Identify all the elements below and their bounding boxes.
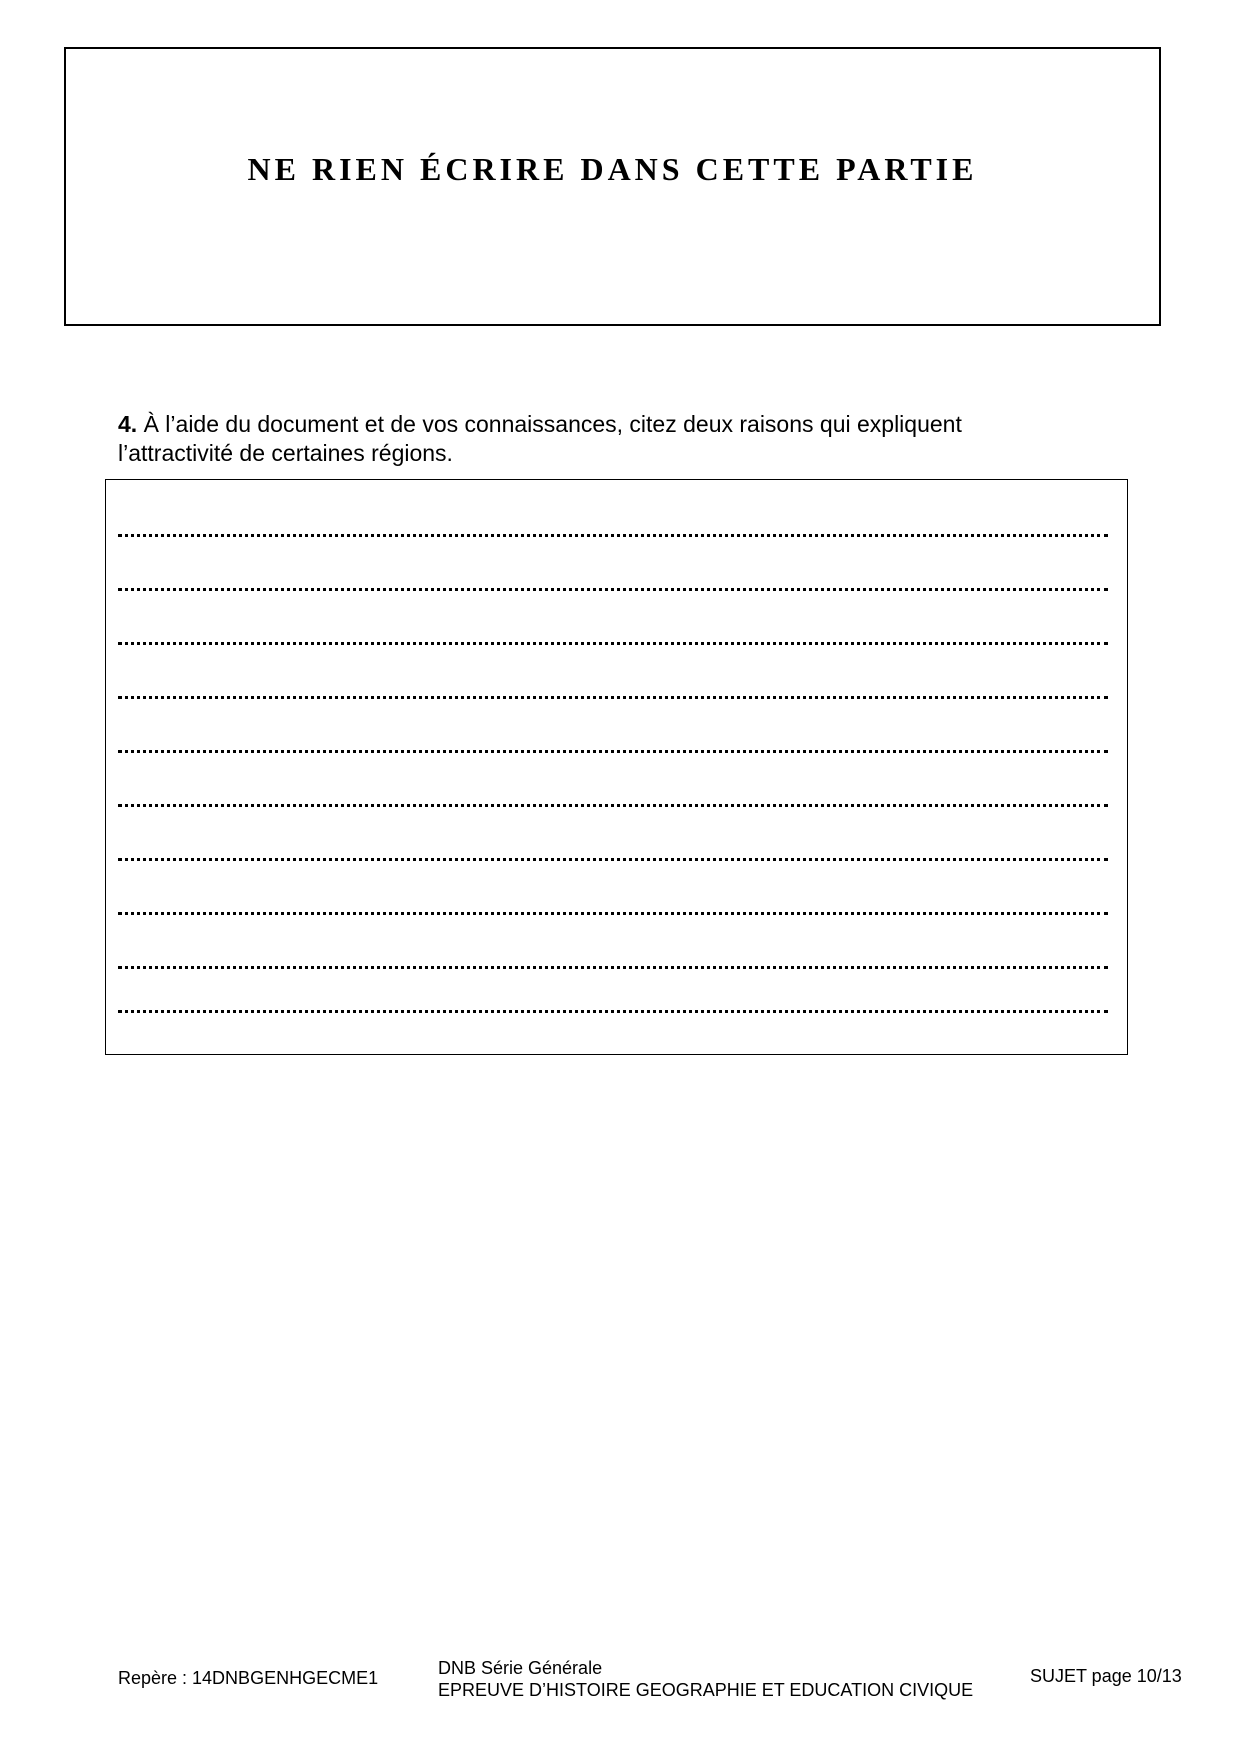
answer-line[interactable] xyxy=(118,642,1108,645)
answer-line[interactable] xyxy=(118,804,1108,807)
answer-line[interactable] xyxy=(118,534,1108,537)
answer-line[interactable] xyxy=(118,1010,1108,1013)
reserved-area-box xyxy=(64,47,1161,326)
question-text-line1: À l’aide du document et de vos connaissances, citez deux raisons qui expliquent xyxy=(137,411,962,437)
answer-line[interactable] xyxy=(118,750,1108,753)
answer-line[interactable] xyxy=(118,966,1108,969)
footer-reference: Repère : 14DNBGENHGECME1 xyxy=(118,1668,379,1688)
question-text-line2: l’attractivité de certaines régions. xyxy=(118,440,453,466)
answer-line[interactable] xyxy=(118,696,1108,699)
answer-line[interactable] xyxy=(118,588,1108,591)
footer-exam-info xyxy=(438,1657,973,1701)
answer-line[interactable] xyxy=(118,912,1108,915)
footer-page-number: SUJET page 10/13 xyxy=(1030,1666,1182,1686)
question-number: 4. xyxy=(118,411,138,437)
answer-box[interactable] xyxy=(105,479,1128,1055)
reserved-area-title: NE RIEN ÉCRIRE DANS CETTE PARTIE xyxy=(247,151,978,187)
footer-exam-line1: DNB Série Générale xyxy=(438,1658,603,1678)
answer-line[interactable] xyxy=(118,858,1108,861)
footer-exam-line2: EPREUVE D’HISTOIRE GEOGRAPHIE ET EDUCATION CIVIQUE xyxy=(438,1680,974,1700)
question-4 xyxy=(118,410,1118,468)
